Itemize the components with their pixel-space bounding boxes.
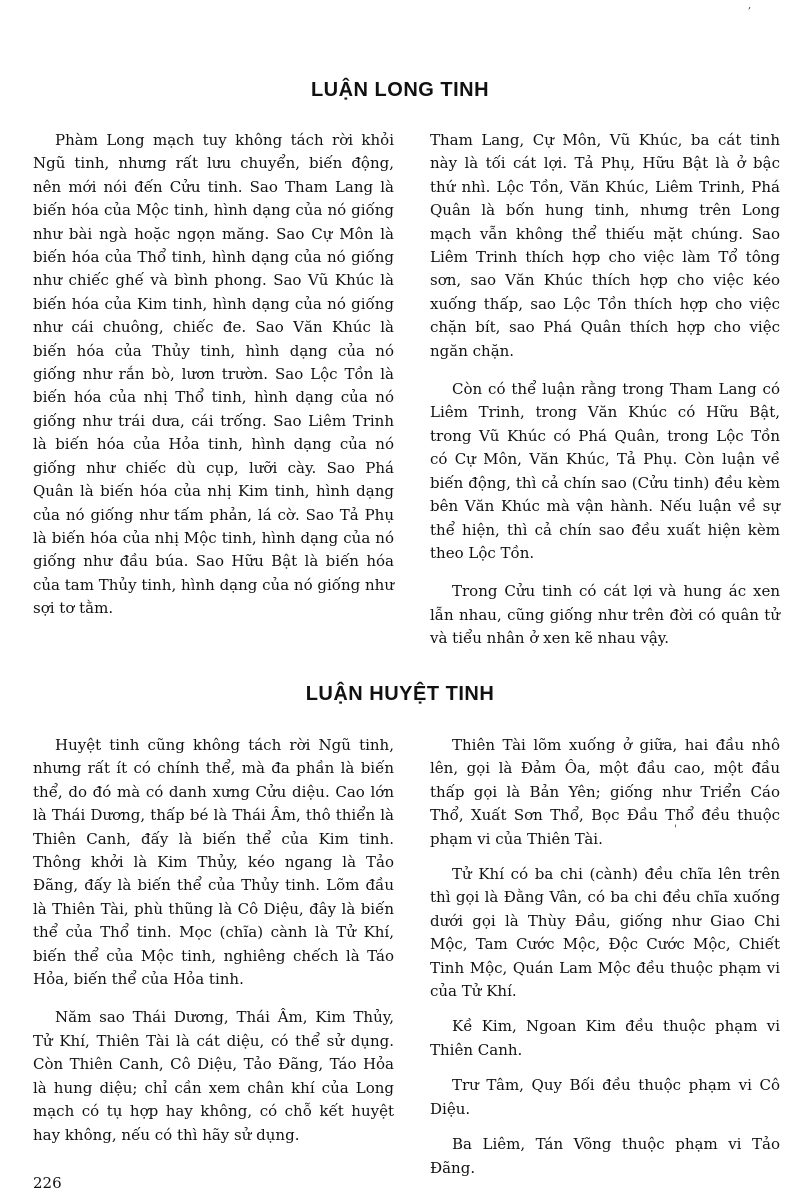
page-number: 226: [33, 1174, 62, 1192]
section1-right-paragraph-3: Trong Cửu tinh có cát lợi và hung ác xen lẫn nhau, cũng giống như trên đời có quân tử và tiểu nhân ở xen kẽ nhau vậy.: [430, 582, 780, 648]
section-title-luan-long-tinh: LUẬN LONG TINH: [310, 79, 490, 101]
section2-right-paragraph-3: Kề Kim, Ngoan Kim đều thuộc phạm vi Thiên Canh.: [430, 1017, 780, 1059]
section1-right-paragraph-2: Còn có thể luận rằng trong Tham Lang có Liêm Trinh, trong Văn Khúc có Hữu Bật, trong Vũ Khúc có Phá Quân, trong Lộc Tồn có Cự Môn, Văn Khúc, Tả Phụ. Còn luận về biến động, thì cả chín sao (Cửu tinh) đều kèm bên Văn Khúc mà vận hành. Nếu luận về sự thể hiện, thì cả chín sao đều xuất hiện kèm theo Lộc Tồn.: [430, 380, 780, 562]
section2-right-paragraph-4: Trư Tâm, Quy Bối đều thuộc phạm vi Cô Diệu.: [430, 1076, 780, 1118]
section2-right-paragraph-5: Ba Liêm, Tán Võng thuộc phạm vi Tảo Đãng.: [430, 1135, 780, 1177]
section-title-luan-huyet-tinh: LUẬN HUYỆT TINH: [305, 683, 495, 705]
scan-speck-top: ,: [748, 0, 752, 11]
section1-right-paragraph-1: Tham Lang, Cự Môn, Vũ Khúc, ba cát tinh này là tối cát lợi. Tả Phụ, Hữu Bật là ở bậc thứ nhì. Lộc Tồn, Văn Khúc, Liêm Trinh, Phá Quân là bốn hung tinh, nhưng trên Long mạch vẫn không thể thiếu mặt chúng. Sao Liêm Trinh thích hợp cho việc làm Tổ tông sơn, sao Văn Khúc thích hợp cho việc kéo xuống thấp, sao Lộc Tồn thích hợp cho việc chặn bít, sao Phá Quân thích hợp cho việc ngăn chặn.: [430, 131, 780, 360]
section2-left-paragraph-1: Huyệt tinh cũng không tách rời Ngũ tinh, nhưng rất ít có chính thể, mà đa phần là biến thể, do đó mà có danh xưng Cửu diệu. Cao lớn là Thái Dương, thấp bé là Thái Âm, thô thiển là Thiên Canh, đấy là biến thể của Kim tinh. Thông khởi là Kim Thủy, kéo ngang là Tảo Đãng, đấy là biến thể của Thủy tinh. Lõm đầu là Thiên Tài, phù thũng là Cô Diệu, đây là biến thể của Thổ tinh. Mọc (chĩa) cành là Tử Khí, biến thể của Mộc tinh, nghiêng chếch là Táo Hỏa, biến thể của Hỏa tinh.: [33, 736, 394, 989]
scan-speck-mid: ': [674, 824, 677, 835]
section1-right-column: [430, 129, 780, 666]
section2-right-paragraph-2: Tử Khí có ba chi (cành) đều chĩa lên trên thì gọi là Đằng Vân, có ba chi đều chĩa xuống dưới gọi là Thùy Đầu, giống như Giao Chi Mộc, Tam Cước Mộc, Độc Cước Mộc, Chiết Tinh Mộc, Quán Lam Mộc đều thuộc phạm vi của Tử Khí.: [430, 865, 780, 1001]
section1-left-column: [33, 129, 394, 636]
section2-right-column: [430, 734, 780, 1192]
section2-left-column: [33, 734, 394, 1162]
section2-left-paragraph-2: Năm sao Thái Dương, Thái Âm, Kim Thủy, Tử Khí, Thiên Tài là cát diệu, có thể sử dụng. Còn Thiên Canh, Cô Diệu, Tảo Đãng, Táo Hỏa là hung diệu; chỉ cần xem chân khí của Long mạch có tụ hợp hay không, có chỗ kết huyệt hay không, nếu có thì hãy sử dụng.: [33, 1008, 394, 1144]
section2-right-paragraph-1: Thiên Tài lõm xuống ở giữa, hai đầu nhô lên, gọi là Đảm Ôa, một đầu cao, một đầu thấp gọi là Bản Yên; giống như Triển Cáo Thổ, Xuất Sơn Thổ, Bọc Đầu Thổ đều thuộc phạm vi của Thiên Tài.: [430, 736, 780, 848]
section1-left-paragraph-1: Phàm Long mạch tuy không tách rời khỏi Ngũ tinh, nhưng rất lưu chuyển, biến động, nên mới nói đến Cửu tinh. Sao Tham Lang là biến hóa của Mộc tinh, hình dạng của nó giống như bài ngà hoặc ngọn măng. Sao Cự Môn là biến hóa của Thổ tinh, hình dạng của nó giống như chiếc ghế và bình phong. Sao Vũ Khúc là biến hóa của Kim tinh, hình dạng của nó giống như cái chuông, chiếc đe. Sao Văn Khúc là biến hóa của Thủy tinh, hình dạng của nó giống như rắn bò, lươn trườn. Sao Lộc Tồn là biến hóa của nhị Thổ tinh, hình dạng của nó giống như trái dưa, cái trống. Sao Liêm Trinh là biến hóa của Hỏa tinh, hình dạng của nó giống như chiếc dù cụp, lưỡi cày. Sao Phá Quân là biến hóa của nhị Kim tinh, hình dạng của nó giống như tấm phản, lá cờ. Sao Tả Phụ là biến hóa của nhị Mộc tinh, hình dạng của nó giống như đầu búa. Sao Hữu Bật là biến hóa của tam Thủy tinh, hình dạng của nó giống như sợi tơ tằm.: [33, 131, 394, 618]
